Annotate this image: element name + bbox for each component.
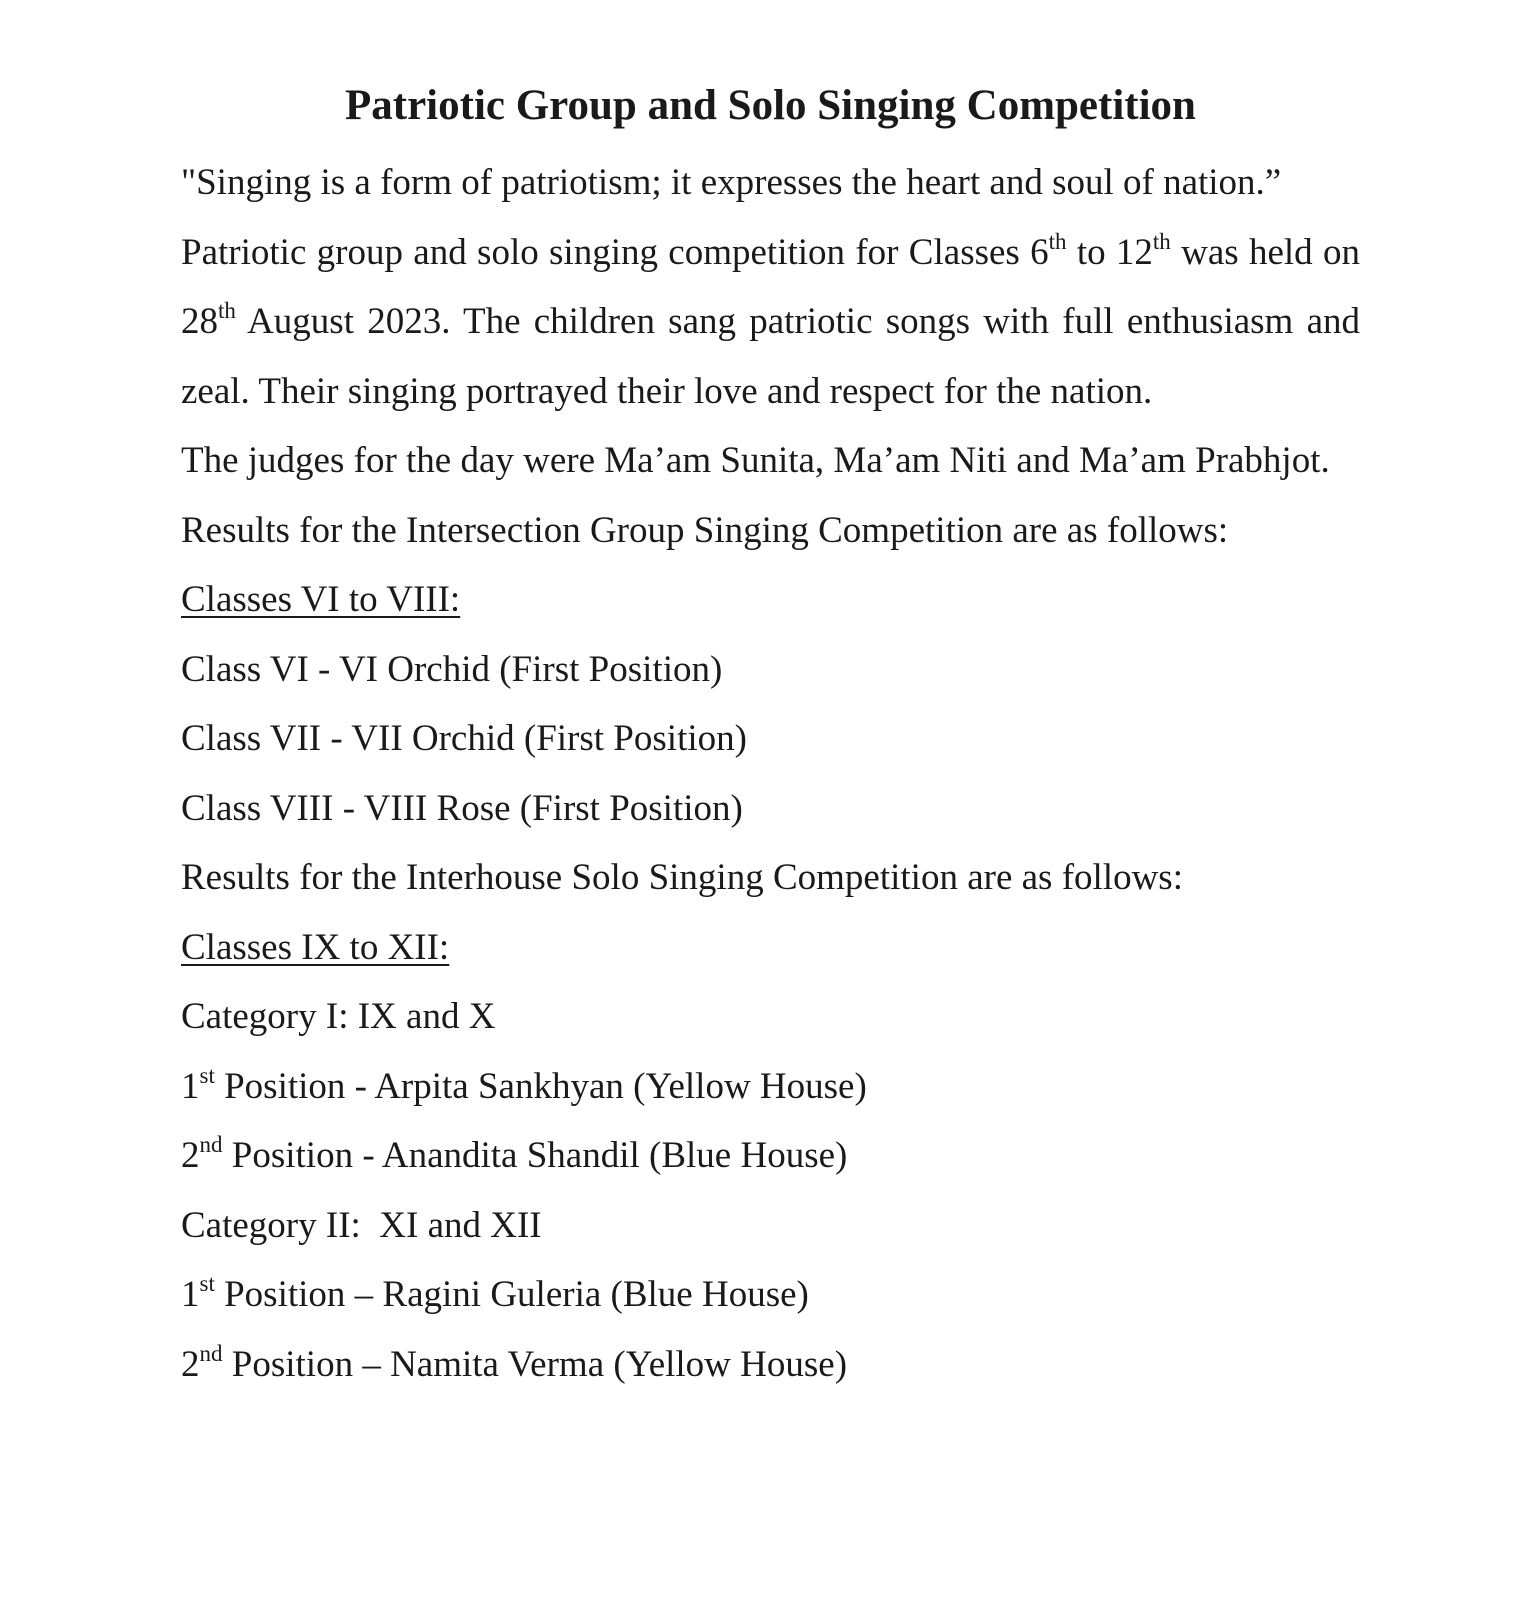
ordinal-suffix: st	[199, 1271, 215, 1296]
group-results-subheading	[181, 565, 1360, 635]
judges-paragraph: The judges for the day were Ma’am Sunita, Ma’am Niti and Ma’am Prabhjot.	[181, 440, 1330, 481]
ordinal-suffix: th	[218, 298, 236, 323]
group-result-item: Class VI - VI Orchid (First Position)	[181, 648, 723, 690]
solo-results-heading: Results for the Interhouse Solo Singing Competition are as follows:	[181, 857, 1183, 898]
ordinal-suffix: th	[1152, 228, 1171, 254]
group-result-item: Class VIII - VIII Rose (First Position)	[181, 787, 743, 829]
intro-paragraph	[181, 218, 1360, 427]
position-number: 2	[181, 1135, 200, 1176]
group-classes-label: Classes VI to VIII:	[181, 579, 461, 620]
ordinal-suffix: th	[1048, 228, 1067, 254]
position-number: 2	[181, 1343, 200, 1385]
category-label: Category I: IX and X	[181, 996, 496, 1037]
position-text: Position – Ragini Guleria (Blue House)	[214, 1274, 809, 1315]
position-number: 1	[181, 1274, 200, 1315]
ordinal-suffix: nd	[199, 1340, 223, 1366]
position-text: Position - Anandita Shandil (Blue House)	[222, 1135, 848, 1176]
solo-result-item	[181, 1260, 1360, 1330]
ordinal-suffix: st	[199, 1062, 215, 1088]
solo-result-item	[181, 1121, 1360, 1191]
position-text: Position - Arpita Sankhyan (Yellow House)	[214, 1065, 867, 1107]
solo-classes-label: Classes IX to XII:	[181, 926, 450, 968]
page-title: Patriotic Group and Solo Singing Competition	[345, 82, 1196, 129]
group-result-item: Class VII - VII Orchid (First Position)	[181, 718, 747, 759]
solo-results-subheading	[181, 913, 1360, 983]
intro-text-1: Patriotic group and solo singing competition for Classes 6	[181, 231, 1049, 273]
intro-text-4: August 2023. The children sang patriotic songs with full enthusiasm and zeal. Their singing portrayed their love and respect for the nation.	[181, 301, 1360, 412]
solo-result-item	[181, 1052, 1360, 1122]
ordinal-suffix: nd	[199, 1132, 223, 1157]
category-label: Category II: XI and XII	[181, 1204, 542, 1246]
intro-text-3: was held on 28	[181, 231, 1360, 342]
solo-result-item	[181, 1330, 1360, 1400]
position-text: Position – Namita Verma (Yellow House)	[222, 1343, 848, 1385]
document-body	[181, 148, 1360, 1399]
quote-paragraph: "Singing is a form of patriotism; it expresses the heart and soul of nation.”	[181, 162, 1282, 203]
intro-text-2: to 12	[1066, 231, 1153, 273]
group-results-heading: Results for the Intersection Group Singing Competition are as follows:	[181, 509, 1229, 551]
position-number: 1	[181, 1065, 200, 1107]
